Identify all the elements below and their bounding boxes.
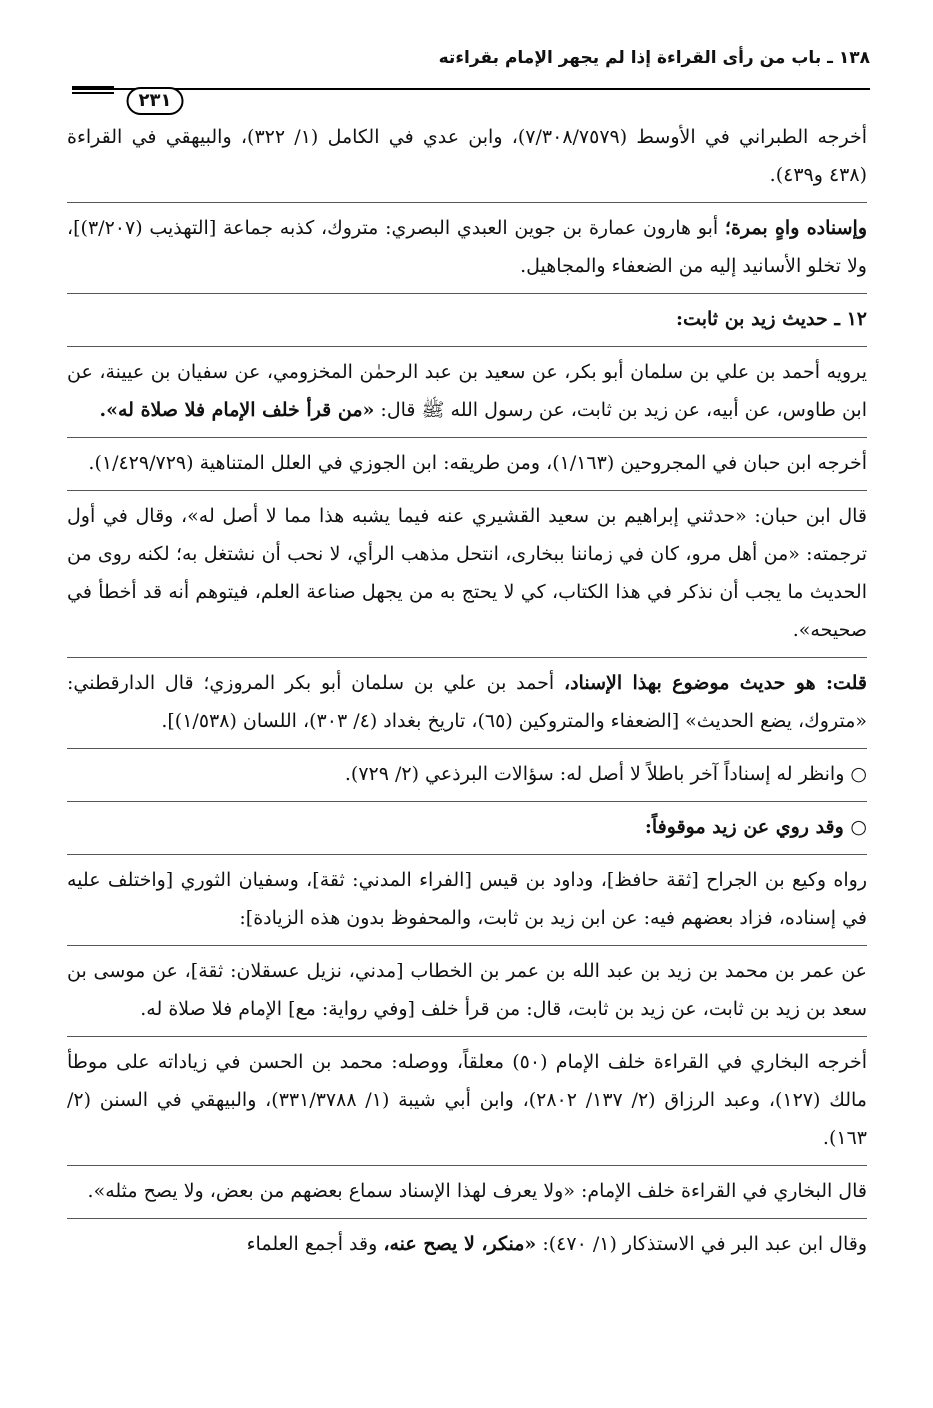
- paragraph-text: وقال ابن عبد البر في الاستذكار (١/ ٤٧٠):: [536, 1233, 867, 1255]
- page-header: [72, 38, 870, 111]
- paragraph-text: أحمد بن علي بن سلمان أبو بكر المروزي؛ قال الدارقطني: «متروك، يضع الحديث» [الضعفاء والمتروكين (٦٥)، تاريخ بغداد (٤/ ٣٠٣)، اللسان (١/٥٣٨)].: [67, 672, 867, 732]
- paragraph-6: [67, 490, 867, 649]
- paragraph-14: [67, 1218, 867, 1263]
- paragraph-text-after: وقد أجمع العلماء: [246, 1233, 384, 1255]
- paragraph-text: أخرجه ابن حبان في المجروحين (١/١٦٣)، ومن طريقه: ابن الجوزي في العلل المتناهية (١/٤٢٩/٧٢٩).: [88, 452, 867, 474]
- page-number: ٢٣١: [127, 87, 184, 115]
- paragraph-text: أبو هارون عمارة بن جوين العبدي البصري: متروك، كذبه جماعة [التهذيب (٣/٢٠٧)]، ولا تخلو الأسانيد إليه من الضعفاء والمجاهيل.: [67, 217, 867, 277]
- subheading: [67, 801, 867, 846]
- paragraph-text: قال ابن حبان: «حدثني إبراهيم بن سعيد القشيري عنه فيما يشبه هذا مما لا أصل له»، وقال في أول ترجمته: «من أهل مرو، كان في زماننا ببخارى، انتحل مذهب الرأي، لا نحب أن نشتغل به؛ لكنه روى من الحديث ما يجب أن نذكر في هذا الكتاب، كي لا يحتج به من يجهل صناعة العلم، فيتوهم أنه قد أخطأ في صحيحه».: [67, 505, 867, 641]
- paragraph-2: [67, 202, 867, 285]
- paragraph-text: أخرجه البخاري في القراءة خلف الإمام (٥٠) معلقاً، ووصله: محمد بن الحسن في زياداته على موطأ مالك (١٢٧)، وعبد الرزاق (٢/ ١٣٧/ ٢٨٠٢)، وابن أبي شيبة (١/ ٣٣١/٣٧٨٨)، والبيهقي في السنن (٢/ ١٦٣).: [67, 1051, 867, 1149]
- chapter-title: ١٣٨ ـ باب من رأى القراءة إذا لم يجهر الإمام بقراءته: [438, 48, 870, 68]
- paragraph-8: [67, 748, 867, 793]
- heading-text: ١٢ ـ حديث زيد بن ثابت:: [676, 308, 867, 330]
- paragraph-text: قال البخاري في القراءة خلف الإمام: «ولا يعرف لهذا الإسناد سماع بعضهم من بعض، ولا يصح مثله».: [87, 1180, 867, 1202]
- paragraph-12: [67, 1036, 867, 1157]
- paragraph-10: [67, 854, 867, 937]
- quoted-text: «منكر، لا يصح عنه،: [383, 1233, 537, 1255]
- paragraph-text: يرويه أحمد بن علي بن سلمان أبو بكر، عن سعيد بن عبد الرحمٰن المخزومي، عن سفيان بن عيينة، عن ابن طاوس، عن أبيه، عن زيد بن ثابت، عن رسول الله ﷺ قال:: [67, 361, 867, 421]
- paragraph-5: [67, 437, 867, 482]
- ornament-line-left-2: [72, 92, 114, 94]
- ornament-line-left: [72, 86, 114, 88]
- paragraph-text: رواه وكيع بن الجراح [ثقة حافظ]، وداود بن قيس [الفراء المدني: ثقة]، وسفيان الثوري [واختلف عليه في إسناده، فزاد بعضهم فيه: عن ابن زيد بن ثابت، والمحفوظ بدون هذه الزيادة]:: [67, 869, 867, 929]
- paragraph-7: [67, 657, 867, 740]
- paragraph-11: [67, 945, 867, 1028]
- paragraph-1: [67, 118, 867, 194]
- paragraph-4: [67, 346, 867, 429]
- paragraph-13: [67, 1165, 867, 1210]
- paragraph-lead: قلت: هو حديث موضوع بهذا الإسناد،: [563, 672, 867, 694]
- section-heading: [67, 293, 867, 338]
- page-body: [67, 118, 867, 1271]
- paragraph-text: عن عمر بن محمد بن زيد بن عبد الله بن عمر بن الخطاب [مدني، نزيل عسقلان: ثقة]، عن موسى بن سعد بن زيد بن ثابت، عن زيد بن ثابت، قال: من قرأ خلف [وفي رواية: مع] الإمام فلا صلاة له.: [67, 960, 867, 1020]
- paragraph-lead: وإسناده واهٍ بمرة؛: [724, 217, 868, 239]
- hadith-text: «من قرأ خلف الإمام فلا صلاة له».: [99, 399, 375, 421]
- paragraph-text: أخرجه الطبراني في الأوسط (٧/٣٠٨/٧٥٧٩)، وابن عدي في الكامل (١/ ٣٢٢)، والبيهقي في القراءة (٤٣٨ و٤٣٩).: [67, 126, 867, 186]
- page-number-ornament: [110, 60, 200, 111]
- paragraph-text: ○ وانظر له إسناداً آخر باطلاً لا أصل له: سؤالات البرذعي (٢/ ٧٢٩).: [344, 763, 867, 785]
- heading-text: ○ وقد روي عن زيد موقوفاً:: [644, 816, 867, 838]
